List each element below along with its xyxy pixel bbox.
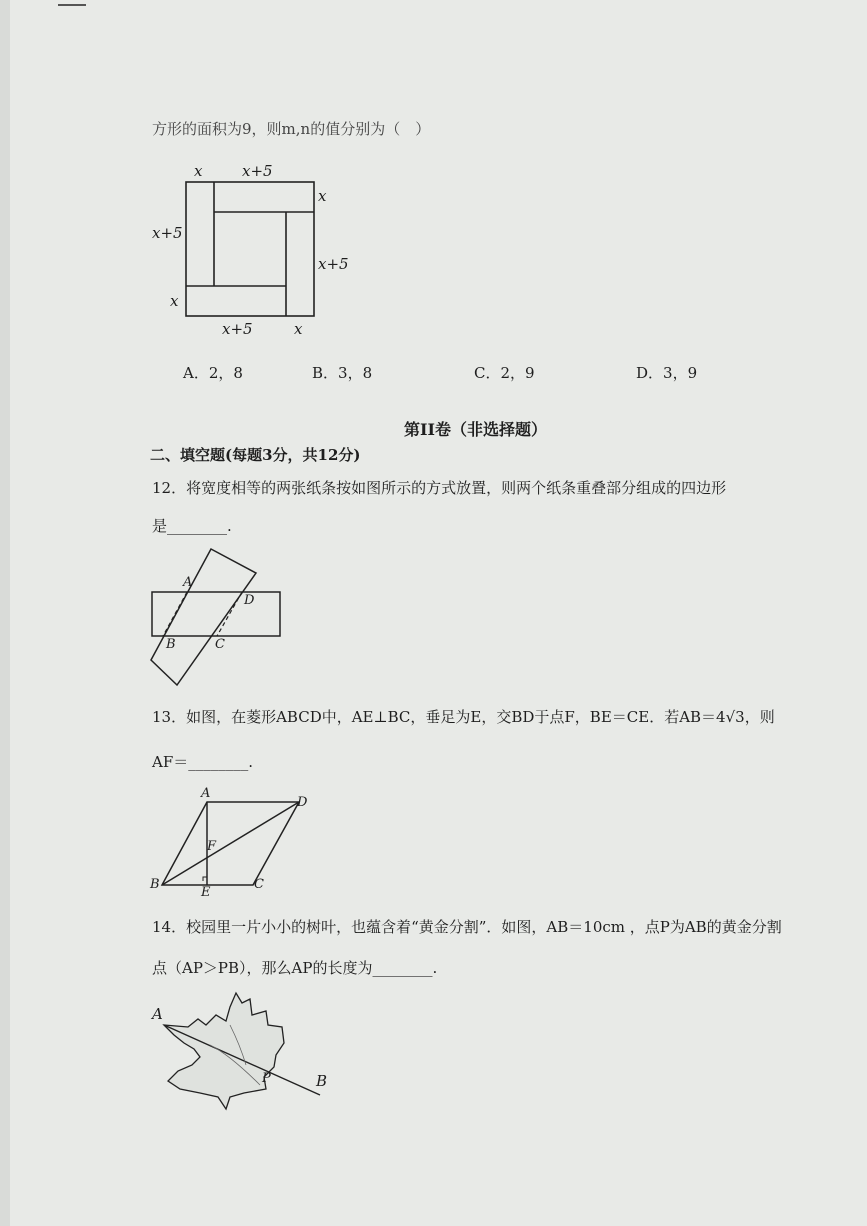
q13-label-b: B — [150, 877, 160, 892]
q14-label-p: P — [262, 1071, 271, 1086]
q13-line2: AF＝________. — [152, 753, 254, 771]
q13-rhombus-figure — [145, 780, 315, 900]
q11-label-right-x: x — [318, 187, 327, 205]
q11-label-right-x5: x+5 — [318, 255, 349, 273]
q11-label-top-x: x — [194, 162, 203, 180]
q13-label-c: C — [254, 877, 264, 892]
q14-line1: 14．校园里一片小小的树叶，也蕴含着“黄金分割”．如图，AB＝10cm ，点P为AB的黄金分割 — [152, 918, 782, 936]
q13-label-e: E — [201, 885, 211, 900]
q12-strips-figure — [145, 545, 290, 690]
q11-label-left-x: x — [170, 292, 179, 310]
q11-label-bottom-x5: x+5 — [222, 320, 253, 338]
q13-label-a: A — [201, 786, 211, 801]
q11-stem-tail: 方形的面积为9，则m,n的值分别为（ ） — [152, 120, 431, 138]
q11-option-b[interactable]: B．3，8 — [312, 364, 373, 382]
q13-line1: 13．如图，在菱形ABCD中，AE⊥BC，垂足为E，交BD于点F，BE＝CE．若AB＝4√3，则 — [152, 708, 775, 726]
q13-label-d: D — [297, 795, 308, 810]
q12-label-c: C — [215, 637, 225, 652]
q12-label-b: B — [166, 637, 176, 652]
section2-heading: 二、填空题(每题3分，共12分) — [150, 446, 361, 464]
q12-line1: 12．将宽度相等的两张纸条按如图所示的方式放置，则两个纸条重叠部分组成的四边形 — [152, 479, 727, 497]
q12-label-a: A — [183, 575, 193, 590]
q13-label-f: F — [207, 839, 217, 854]
q11-option-a[interactable]: A．2，8 — [183, 364, 243, 382]
scan-mark — [58, 4, 86, 6]
q11-option-c[interactable]: C．2，9 — [474, 364, 535, 382]
q14-label-a: A — [152, 1005, 163, 1023]
q11-label-bottom-x: x — [294, 320, 303, 338]
q12-label-d: D — [244, 593, 255, 608]
q12-line2: 是________. — [152, 517, 232, 535]
q14-leaf-figure — [150, 985, 340, 1115]
q11-option-d[interactable]: D．3，9 — [636, 364, 698, 382]
q11-square-figure — [140, 155, 370, 345]
q14-line2: 点（AP＞PB），那么AP的长度为________. — [152, 959, 438, 977]
part2-title: 第II卷（非选择题） — [404, 420, 547, 439]
q14-label-b: B — [316, 1072, 328, 1090]
q11-label-left-x5: x+5 — [152, 224, 183, 242]
q11-label-top-x5: x+5 — [242, 162, 273, 180]
scan-edge — [0, 0, 10, 1226]
